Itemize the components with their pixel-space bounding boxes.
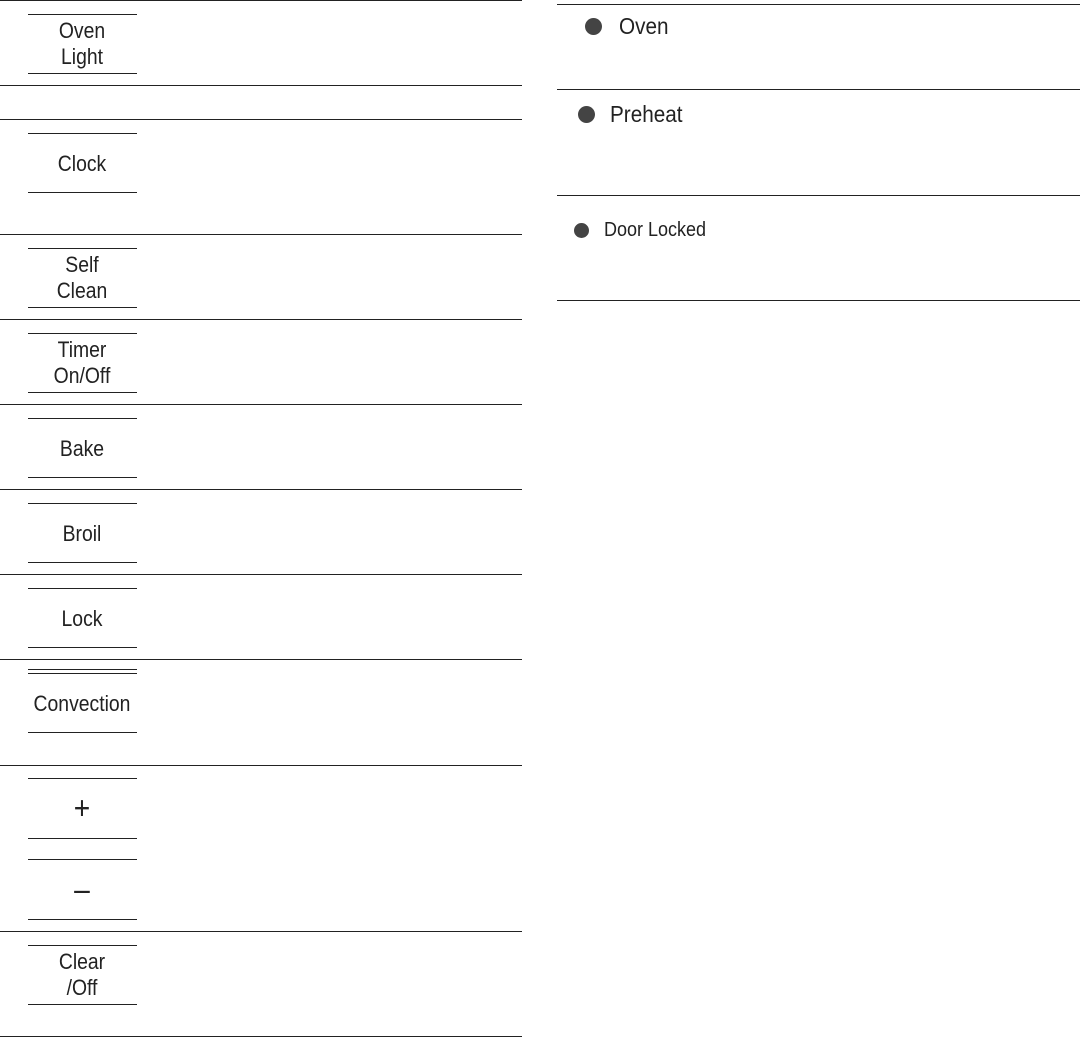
row-divider (0, 659, 522, 660)
row-divider (557, 4, 1080, 5)
minus-icon: – (74, 871, 90, 907)
indicator-label: Door Locked (604, 218, 707, 241)
indicator-label: Oven (619, 12, 669, 39)
key-bottom-rule (28, 562, 137, 563)
key-bottom-rule (28, 647, 137, 648)
row-divider (0, 85, 522, 86)
row-divider (557, 195, 1080, 196)
key-label-line: Convection (33, 691, 131, 716)
row-divider (0, 119, 522, 120)
key-top-rule (28, 248, 137, 249)
lock-key[interactable] (27, 606, 136, 632)
minus-key[interactable] (27, 871, 136, 907)
key-label-line: Clear (58, 949, 106, 974)
broil-key[interactable] (27, 521, 136, 547)
row-divider (0, 765, 522, 766)
key-top-rule (28, 588, 137, 589)
key-label-line: On/Off (53, 363, 111, 388)
preheat-indicator (578, 100, 691, 128)
key-label-line: Bake (59, 436, 105, 461)
key-top-rule (28, 778, 137, 779)
oven-light-key[interactable] (27, 18, 136, 70)
indicator-dot-icon (578, 106, 595, 123)
key-top-rule (28, 669, 137, 670)
row-divider (0, 234, 522, 235)
oven-indicator (585, 12, 674, 40)
key-top-rule (28, 673, 137, 674)
indicator-dot-icon (574, 223, 589, 238)
key-bottom-rule (28, 392, 137, 393)
timer-on-off-key[interactable] (27, 337, 136, 389)
door-locked-indicator (574, 217, 717, 243)
key-label-line: Lock (61, 606, 103, 631)
row-divider (557, 300, 1080, 301)
row-divider (557, 89, 1080, 90)
key-top-rule (28, 503, 137, 504)
key-bottom-rule (28, 307, 137, 308)
key-top-rule (28, 859, 137, 860)
convection-key[interactable] (27, 691, 136, 717)
key-bottom-rule (28, 919, 137, 920)
key-label-line: Broil (62, 521, 102, 546)
key-label-line: Clean (56, 278, 108, 303)
key-label-line: Self (65, 252, 99, 277)
clock-key[interactable] (27, 151, 136, 177)
row-divider (0, 0, 522, 1)
key-top-rule (28, 14, 137, 15)
key-bottom-rule (28, 838, 137, 839)
row-divider (0, 931, 522, 932)
row-divider (0, 489, 522, 490)
key-label-line: Oven (58, 18, 106, 43)
key-top-rule (28, 333, 137, 334)
key-label-line: Timer (57, 337, 107, 362)
key-label-line: Clock (57, 151, 107, 176)
clear-off-key[interactable] (27, 949, 136, 1001)
key-bottom-rule (28, 1004, 137, 1005)
self-clean-key[interactable] (27, 252, 136, 304)
row-divider (0, 404, 522, 405)
key-label-line: /Off (66, 975, 98, 1000)
key-bottom-rule (28, 732, 137, 733)
indicator-dot-icon (585, 18, 602, 35)
plus-icon: + (73, 790, 91, 826)
row-divider (0, 574, 522, 575)
row-divider (0, 1036, 522, 1037)
key-top-rule (28, 133, 137, 134)
indicator-label: Preheat (610, 100, 683, 127)
key-bottom-rule (28, 192, 137, 193)
bake-key[interactable] (27, 436, 136, 462)
plus-key[interactable] (27, 790, 136, 826)
row-divider (0, 319, 522, 320)
key-top-rule (28, 945, 137, 946)
key-label-line: Light (61, 44, 103, 69)
key-top-rule (28, 418, 137, 419)
key-bottom-rule (28, 477, 137, 478)
key-bottom-rule (28, 73, 137, 74)
